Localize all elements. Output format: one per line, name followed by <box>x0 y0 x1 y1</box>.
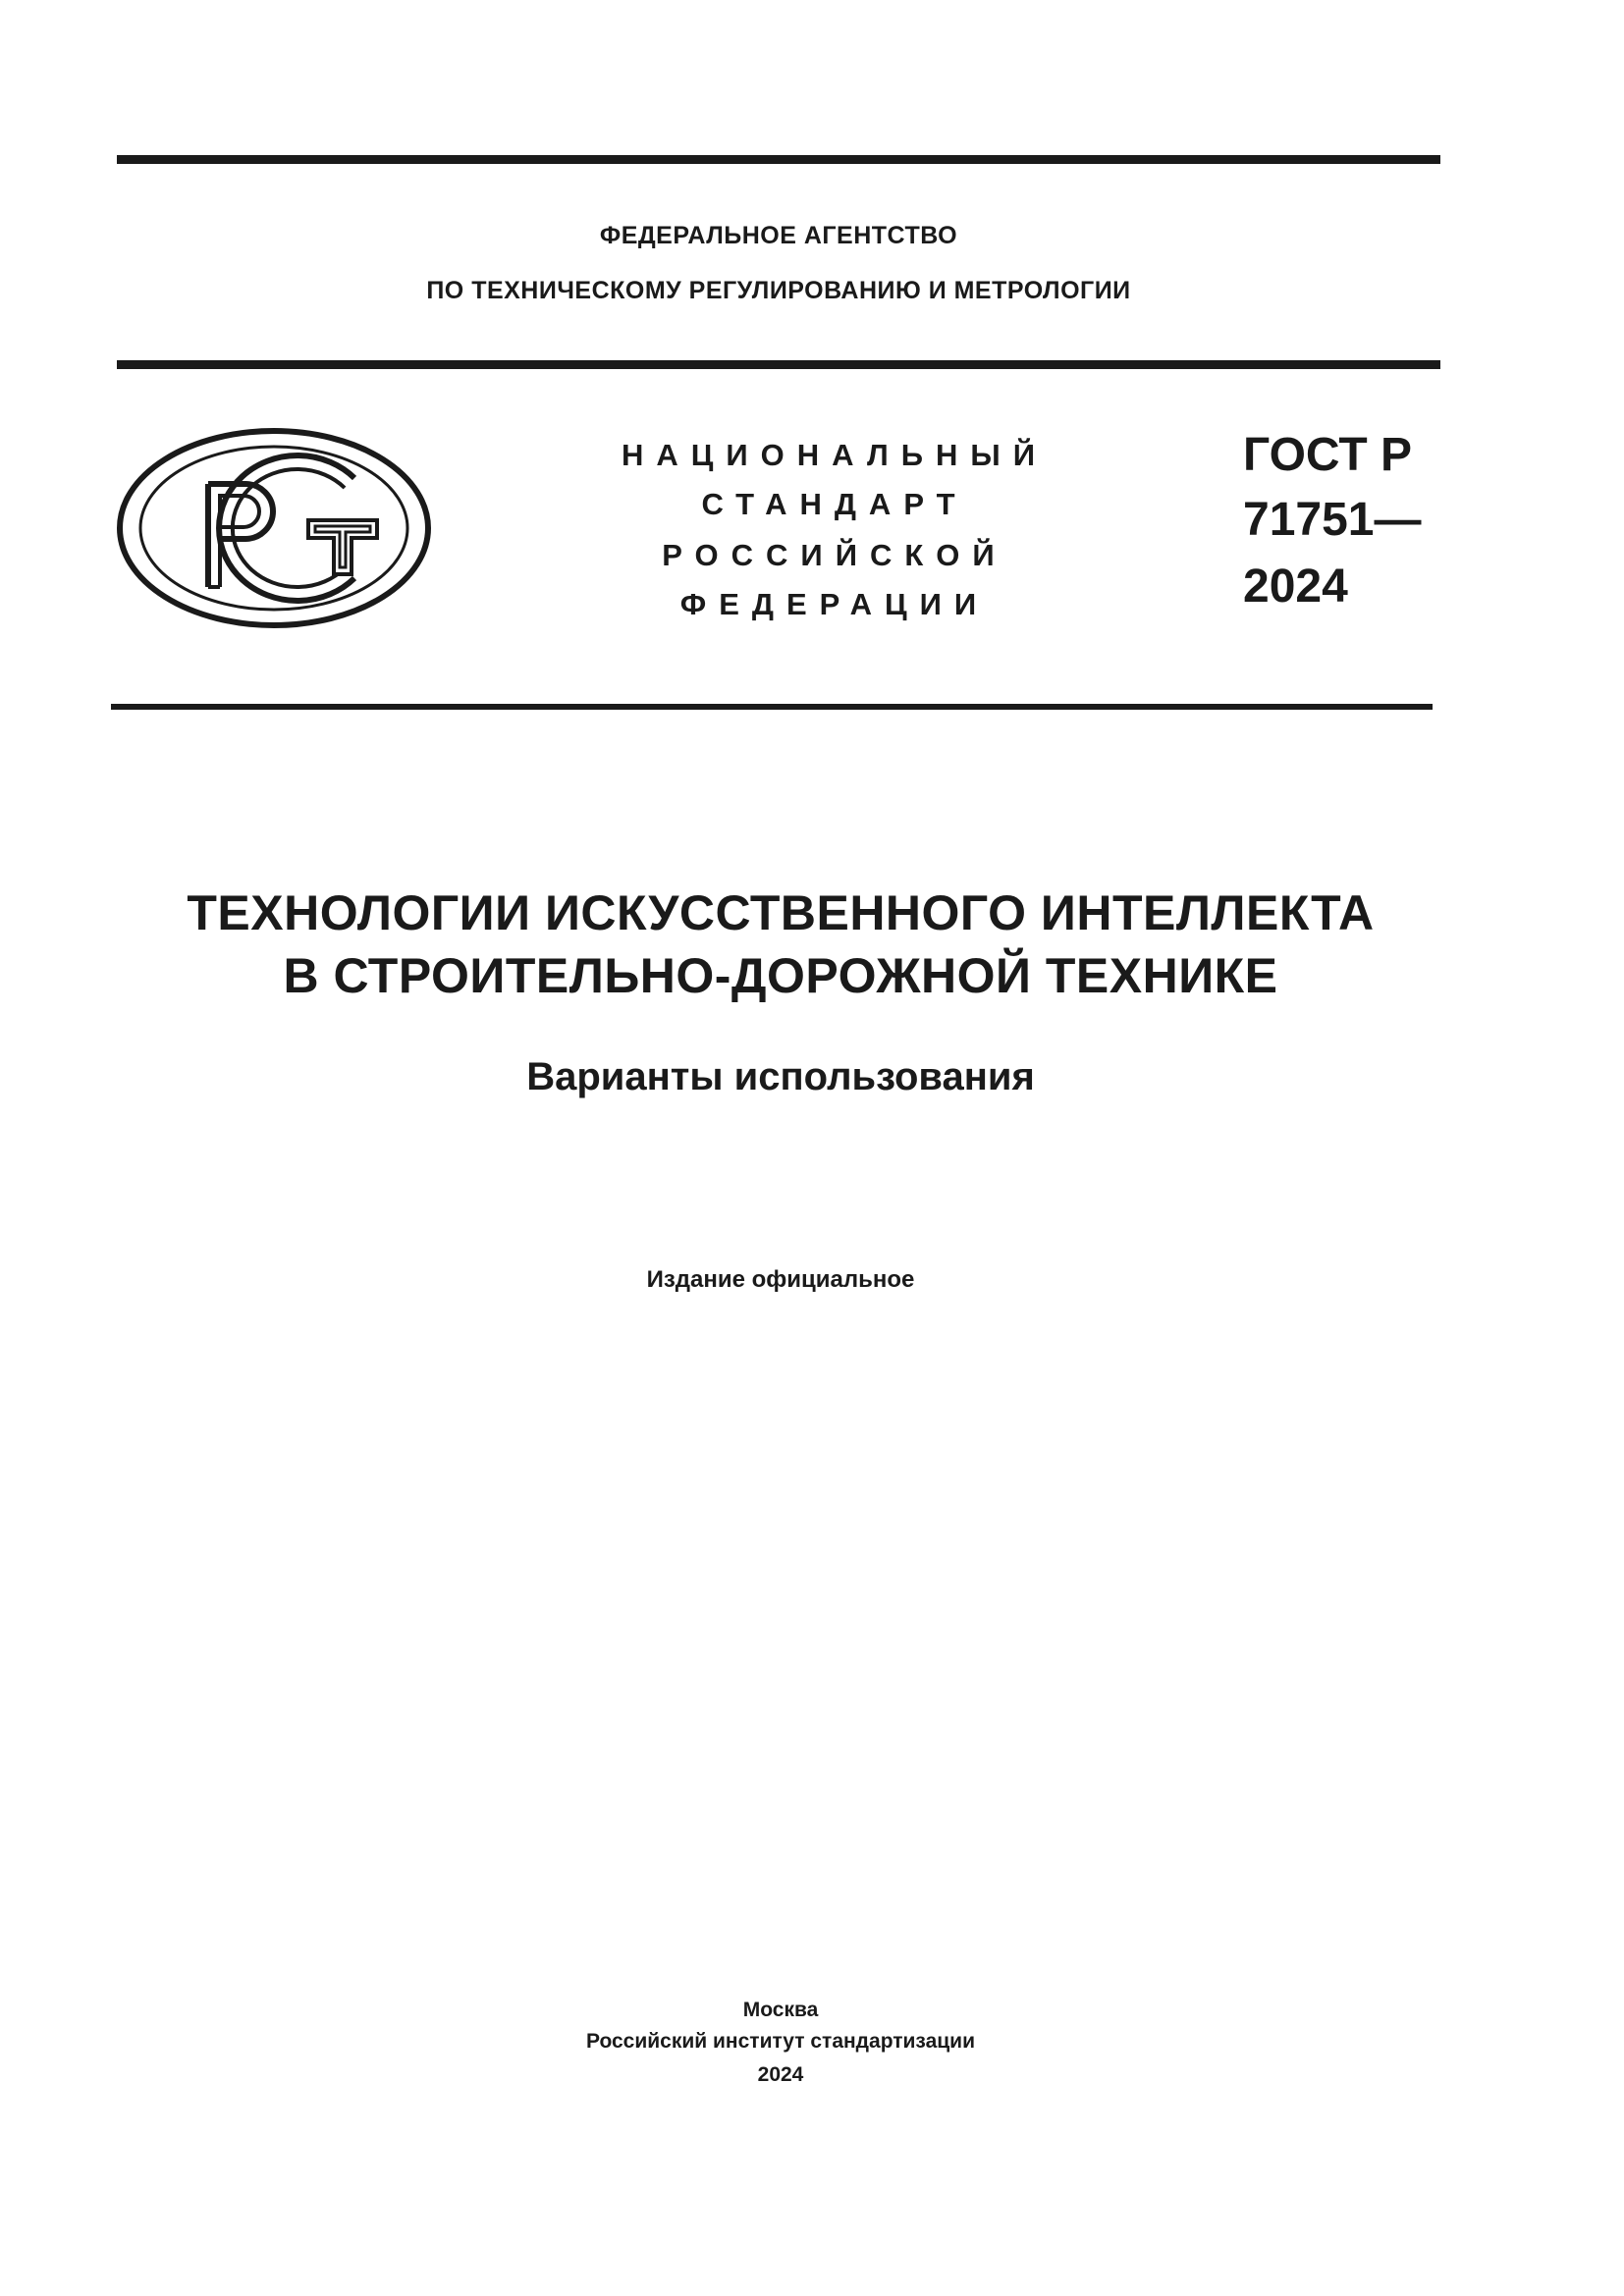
document-subtitle: Варианты использования <box>526 1055 1035 1098</box>
top-rule <box>117 155 1440 164</box>
rst-certification-mark-icon <box>116 427 432 629</box>
imprint-year: 2024 <box>757 2063 804 2086</box>
document-title <box>59 881 1502 1007</box>
document-title-line2: В СТРОИТЕЛЬНО-ДОРОЖНОЙ ТЕХНИКЕ <box>283 948 1278 1003</box>
designation-line1: ГОСТ Р <box>1243 429 1413 481</box>
agency-name-line1: ФЕДЕРАЛЬНОЕ АГЕНТСТВО <box>599 222 958 249</box>
standard-type-line1: НАЦИОНАЛЬНЫЙ <box>621 438 1049 472</box>
document-title-line1: ТЕХНОЛОГИИ ИСКУССТВЕННОГО ИНТЕЛЛЕКТА <box>187 885 1375 940</box>
standard-type-line2: СТАНДАРТ <box>701 487 968 521</box>
designation-line2: 71751— <box>1243 494 1422 546</box>
imprint-publisher: Российский институт стандартизации <box>585 2030 976 2053</box>
agency-name-line2: ПО ТЕХНИЧЕСКОМУ РЕГУЛИРОВАНИЮ И МЕТРОЛОГИИ <box>426 277 1131 304</box>
standard-type-line3: РОССИЙСКОЙ <box>662 538 1007 572</box>
bottom-rule <box>111 704 1433 710</box>
standard-type-line4: ФЕДЕРАЦИИ <box>679 587 990 621</box>
middle-rule <box>117 360 1440 369</box>
edition-note: Издание официальное <box>646 1266 915 1293</box>
designation-line3: 2024 <box>1243 561 1348 613</box>
imprint-city: Москва <box>742 1999 819 2021</box>
